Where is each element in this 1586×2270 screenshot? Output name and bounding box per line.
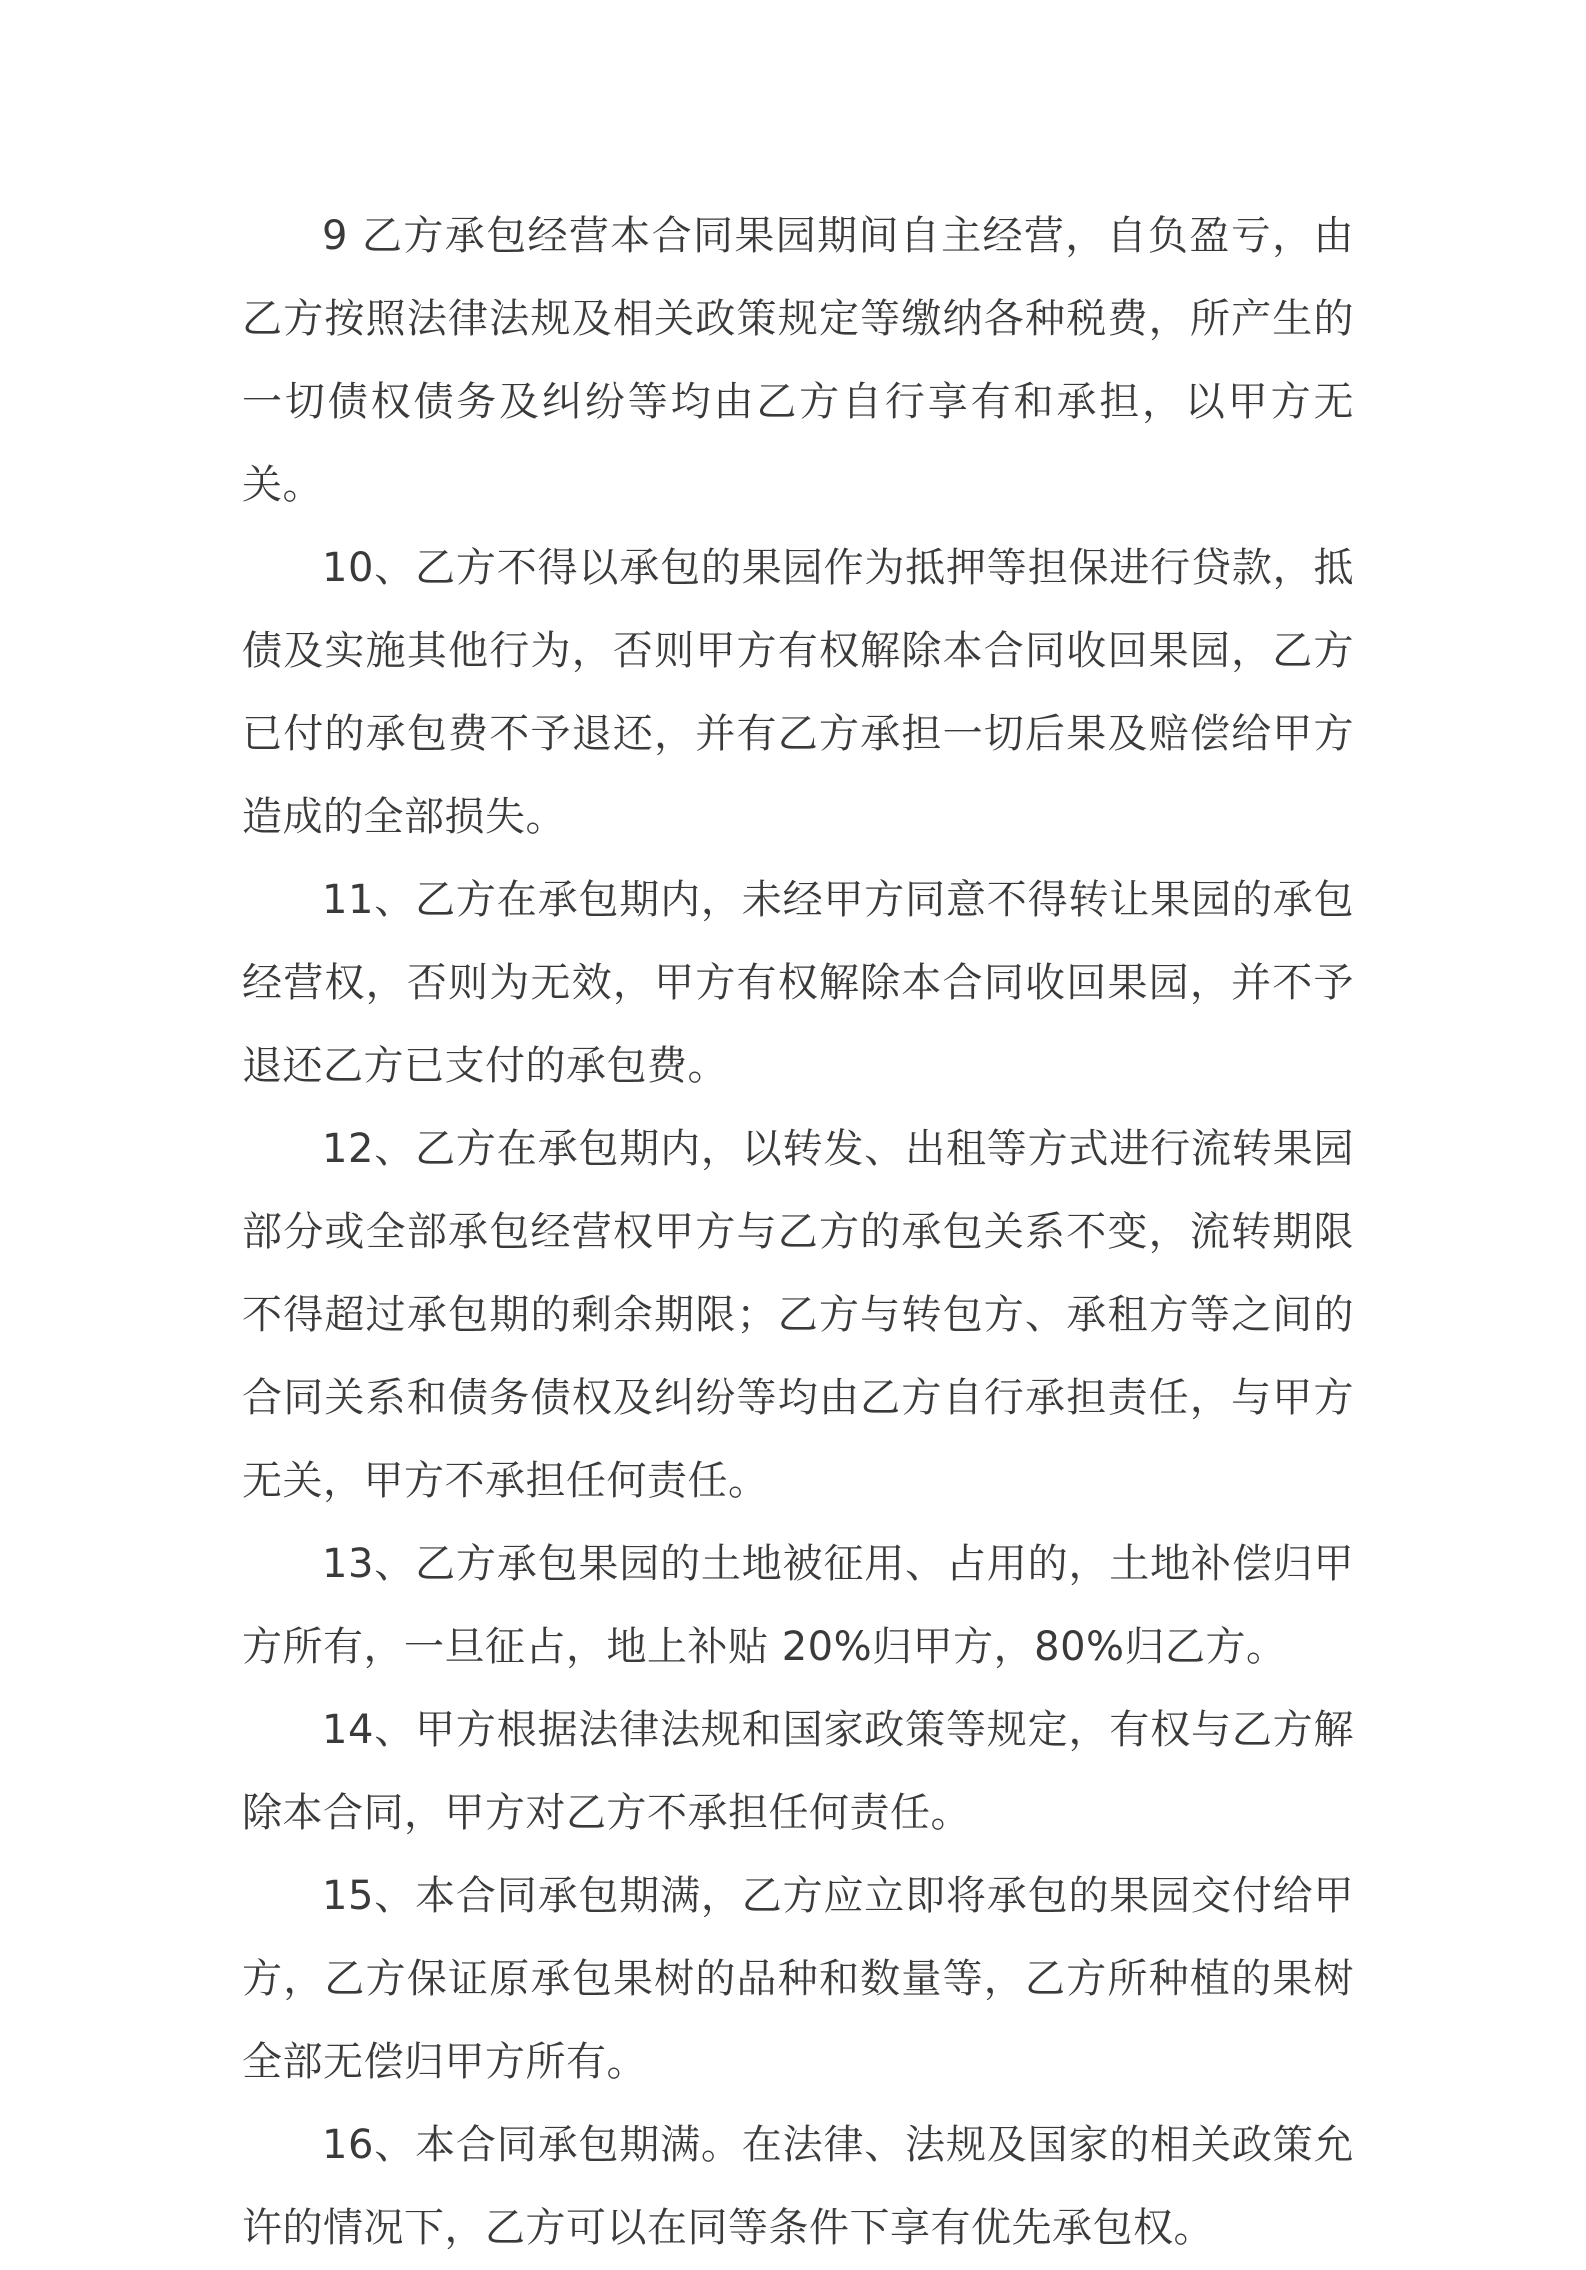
clause-15: 15、本合同承包期满，乙方应立即将承包的果园交付给甲方，乙方保证原承包果树的品种和数量等，乙方所种植的果树全部无偿归甲方所有。 xyxy=(242,1873,1354,2085)
clause-11: 11、乙方在承包期内，未经甲方同意不得转让果园的承包经营权，否则为无效，甲方有权解除本合同收回果园，并不予退还乙方已支付的承包费。 xyxy=(242,877,1354,1089)
clause-12: 12、乙方在承包期内，以转发、出租等方式进行流转果园部分或全部承包经营权甲方与乙方的承包关系不变，流转期限不得超过承包期的剩余期限；乙方与转包方、承租方等之间的合同关系和债务债权及纠纷等均由乙方自行承担责任，与甲方无关，甲方不承担任何责任。 xyxy=(242,1126,1354,1504)
clause-10: 10、乙方不得以承包的果园作为抵押等担保进行贷款，抵债及实施其他行为，否则甲方有权解除本合同收回果园，乙方已付的承包费不予退还，并有乙方承担一切后果及赔偿给甲方造成的全部损失。 xyxy=(242,545,1354,840)
clause-14: 14、甲方根据法律法规和国家政策等规定，有权与乙方解除本合同，甲方对乙方不承担任何责任。 xyxy=(242,1707,1354,1836)
clause-9: 9 乙方承包经营本合同果园期间自主经营，自负盈亏，由乙方按照法律法规及相关政策规定等缴纳各种税费，所产生的一切债权债务及纠纷等均由乙方自行享有和承担，以甲方无关。 xyxy=(242,213,1354,508)
document-page xyxy=(242,195,1354,2270)
clause-16: 16、本合同承包期满。在法律、法规及国家的相关政策允许的情况下，乙方可以在同等条件下享有优先承包权。 xyxy=(242,2122,1354,2251)
clause-13: 13、乙方承包果园的土地被征用、占用的，土地补偿归甲方所有，一旦征占，地上补贴 20%归甲方，80%归乙方。 xyxy=(242,1541,1354,1670)
